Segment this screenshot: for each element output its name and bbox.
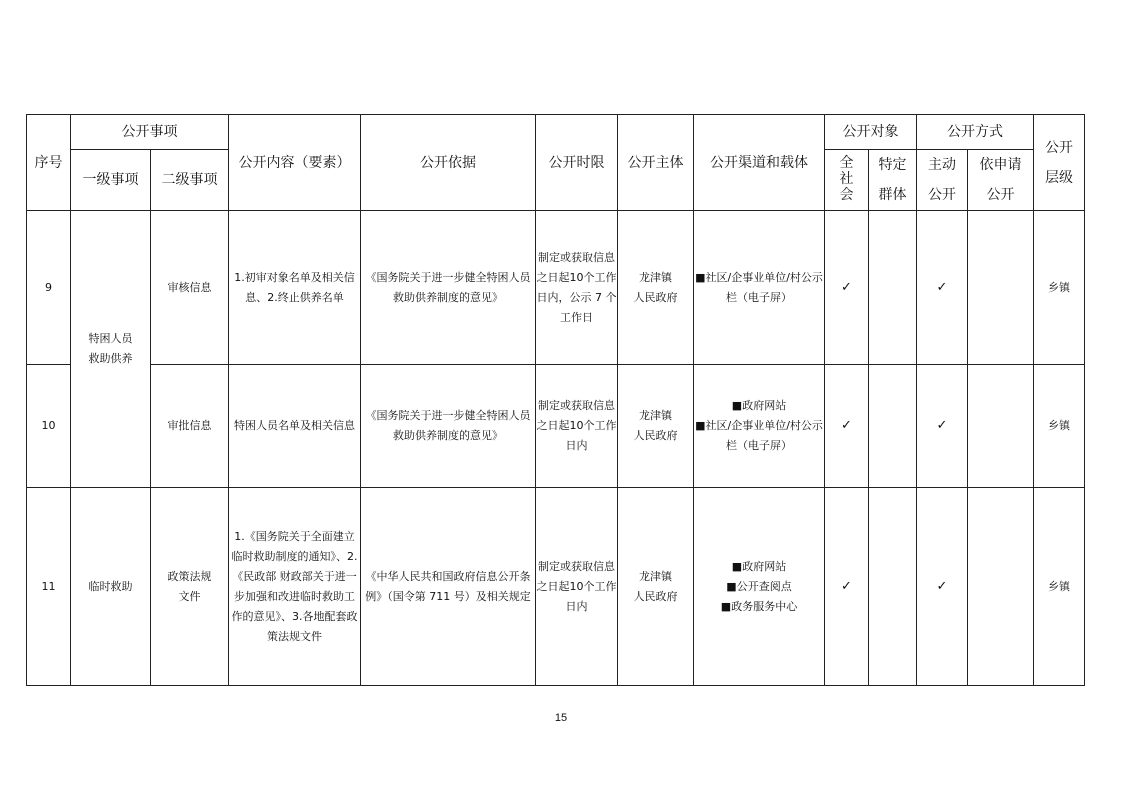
row-level1-merged: 特困人员 救助供养 (71, 211, 151, 488)
header-time-limit: 公开时限 (536, 115, 618, 211)
row-specific-group (869, 365, 917, 488)
row-all-society-check: ✓ (825, 488, 869, 686)
row-level2: 政策法规 文件 (151, 488, 229, 686)
row-content: 特困人员名单及相关信息 (229, 365, 361, 488)
disclosure-table (26, 114, 1085, 686)
row-channel: ■政府网站 ■社区/企事业单位/村公示栏（电子屏） (694, 365, 825, 488)
header-object-specific-line2: 群体 (878, 187, 907, 203)
row-active-check: ✓ (917, 488, 968, 686)
header-object-specific-line1: 特定 (878, 157, 907, 173)
header-method-active-line1: 主动 (928, 157, 956, 173)
row-level2: 审核信息 (151, 211, 229, 365)
header-object-specific (869, 150, 917, 211)
header-level1: 一级事项 (71, 150, 151, 211)
row-level2: 审批信息 (151, 365, 229, 488)
row-request (968, 365, 1034, 488)
header-channel: 公开渠道和载体 (694, 115, 825, 211)
header-object-group: 公开对象 (825, 115, 917, 150)
row-level: 乡镇 (1034, 365, 1085, 488)
row-time-limit: 制定或获取信息之日起10个工作日内，公示 7 个工作日 (536, 211, 618, 365)
row-subject: 龙津镇 人民政府 (618, 211, 694, 365)
row-active-check: ✓ (917, 365, 968, 488)
page-number: 15 (554, 712, 568, 724)
header-basis: 公开依据 (361, 115, 536, 211)
row-time-limit: 制定或获取信息之日起10个工作日内 (536, 488, 618, 686)
row-channel: ■政府网站 ■公开查阅点 ■政务服务中心 (694, 488, 825, 686)
row-time-limit: 制定或获取信息之日起10个工作日内 (536, 365, 618, 488)
row-seq: 11 (27, 488, 71, 686)
row-content: 1.《国务院关于全面建立临时救助制度的通知》、2.《民政部 财政部关于进一步加强和改进临时救助工作的意见》、3.各地配套政策法规文件 (229, 488, 361, 686)
row-request (968, 211, 1034, 365)
header-content: 公开内容（要素） (229, 115, 361, 211)
header-matter-group: 公开事项 (71, 115, 229, 150)
row-seq: 10 (27, 365, 71, 488)
header-method-group: 公开方式 (917, 115, 1034, 150)
table-row (27, 211, 1085, 365)
row-request (968, 488, 1034, 686)
header-method-request (968, 150, 1034, 211)
row-level1: 临时救助 (71, 488, 151, 686)
row-level: 乡镇 (1034, 211, 1085, 365)
header-method-active (917, 150, 968, 211)
row-channel: ■社区/企事业单位/村公示栏（电子屏） (694, 211, 825, 365)
row-level: 乡镇 (1034, 488, 1085, 686)
row-seq: 9 (27, 211, 71, 365)
row-specific-group (869, 211, 917, 365)
row-all-society-check: ✓ (825, 365, 869, 488)
header-object-all-text: 全社会 (839, 154, 854, 203)
row-basis: 《国务院关于进一步健全特困人员救助供养制度的意见》 (361, 211, 536, 365)
row-active-check: ✓ (917, 211, 968, 365)
header-subject: 公开主体 (618, 115, 694, 211)
row-specific-group (869, 488, 917, 686)
header-level-line2: 层级 (1045, 169, 1073, 186)
header-level2: 二级事项 (151, 150, 229, 211)
header-method-request-line2: 公开 (986, 187, 1015, 203)
row-subject: 龙津镇 人民政府 (618, 488, 694, 686)
header-level-line1: 公开 (1045, 139, 1073, 156)
row-basis: 《国务院关于进一步健全特困人员救助供养制度的意见》 (361, 365, 536, 488)
table-row (27, 488, 1085, 686)
header-row-1 (27, 115, 1085, 150)
header-method-request-line1: 依申请 (979, 157, 1022, 173)
row-subject: 龙津镇 人民政府 (618, 365, 694, 488)
row-basis: 《中华人民共和国政府信息公开条例》（国令第 711 号）及相关规定 (361, 488, 536, 686)
header-object-all (825, 150, 869, 211)
header-seq: 序号 (27, 115, 71, 211)
table-row (27, 365, 1085, 488)
row-content: 1.初审对象名单及相关信息、2.终止供养名单 (229, 211, 361, 365)
row-all-society-check: ✓ (825, 211, 869, 365)
header-method-active-line2: 公开 (928, 187, 956, 203)
header-level (1034, 115, 1085, 211)
